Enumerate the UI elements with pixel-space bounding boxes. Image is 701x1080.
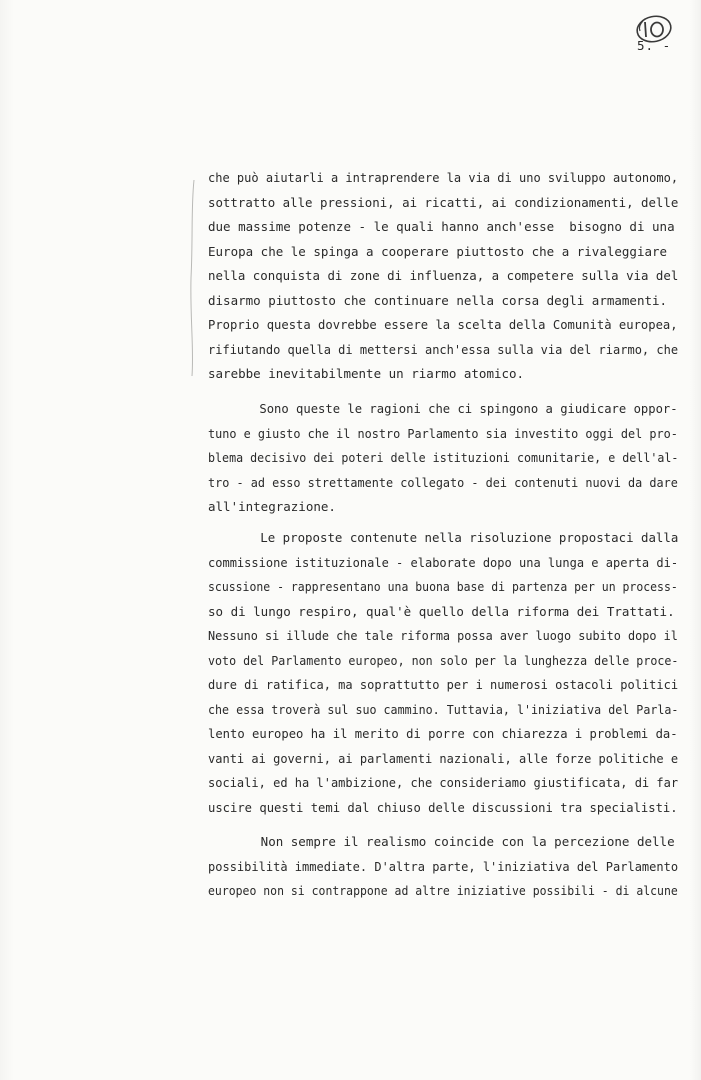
paragraph-4 xyxy=(208,830,701,904)
text-line: blema decisivo dei poteri delle istituzioni comunitarie, e dell'al- xyxy=(208,450,679,465)
text-line: sarebbe inevitabilmente un riarmo atomico. xyxy=(208,366,525,381)
text-line: vanti ai governi, ai parlamenti nazionali, alle forze politiche e xyxy=(208,750,679,766)
text-line: all'integrazione. xyxy=(208,499,336,514)
text-line: sottratto alle pressioni, ai ricatti, ai condizionamenti, delle xyxy=(208,194,679,210)
page-number: 5. - xyxy=(637,38,672,53)
text-line: dure di ratifica, ma soprattutto per i numerosi ostacoli politici xyxy=(208,677,679,692)
paragraph-3 xyxy=(208,526,701,820)
paragraph-1 xyxy=(208,166,697,387)
paragraph-2 xyxy=(208,397,701,520)
text-line: sociali, ed ha l'ambizione, che consideriamo giustificata, di far xyxy=(208,775,679,790)
text-line: europeo non si contrappone ad altre iniziative possibili - di alcune xyxy=(208,883,678,898)
text-line: due massime potenze - le quali hanno anch'esse bisogno di una xyxy=(208,219,675,234)
text-line: rifiutando quella di mettersi anch'essa sulla via del riarmo, che xyxy=(208,341,679,357)
text-line: Non sempre il realismo coincide con la percezione delle xyxy=(208,834,675,849)
text-line: che essa troverà sul suo cammino. Tuttavia, l'iniziativa del Parla- xyxy=(208,701,679,717)
text-line: Nessuno si illude che tale riforma possa aver luogo subito dopo il xyxy=(208,628,678,643)
text-line: Proprio questa dovrebbe essere la scelta della Comunità europea, xyxy=(208,317,678,332)
text-line: possibilità immediate. D'altra parte, l'iniziativa del Parlamento xyxy=(208,858,679,874)
text-line: Europa che le spinga a cooperare piuttosto che a rivaleggiare xyxy=(208,243,668,259)
text-line: commissione istituzionale - elaborate dopo una lunga e aperta di- xyxy=(208,554,679,570)
text-line: che può aiutarli a intraprendere la via di uno sviluppo autonomo, xyxy=(208,170,679,185)
text-line: disarmo piuttosto che continuare nella corsa degli armamenti. xyxy=(208,292,668,308)
text-line: voto del Parlamento europeo, non solo per la lunghezza delle proce- xyxy=(208,652,679,668)
text-line: nella conquista di zone di influenza, a competere sulla via del xyxy=(208,268,679,283)
text-line: Le proposte contenute nella risoluzione propostaci dalla xyxy=(208,530,679,545)
text-line: scussione - rappresentano una buona base di partenza per un process- xyxy=(208,579,678,594)
text-line: so di lungo respiro, qual'è quello della riforma dei Trattati. xyxy=(208,603,675,619)
text-line: tro - ad esso strettamente collegato - dei contenuti nuovi da dare xyxy=(208,474,678,490)
text-line: lento europeo ha il merito di porre con chiarezza i problemi da- xyxy=(208,726,678,741)
text-line: uscire questi temi dal chiuso delle discussioni tra specialisti. xyxy=(208,799,678,815)
text-line: Sono queste le ragioni che ci spingono a giudicare oppor- xyxy=(208,401,678,416)
text-line: tuno e giusto che il nostro Parlamento sia investito oggi del pro- xyxy=(208,425,678,441)
margin-pencil-mark xyxy=(188,178,200,378)
